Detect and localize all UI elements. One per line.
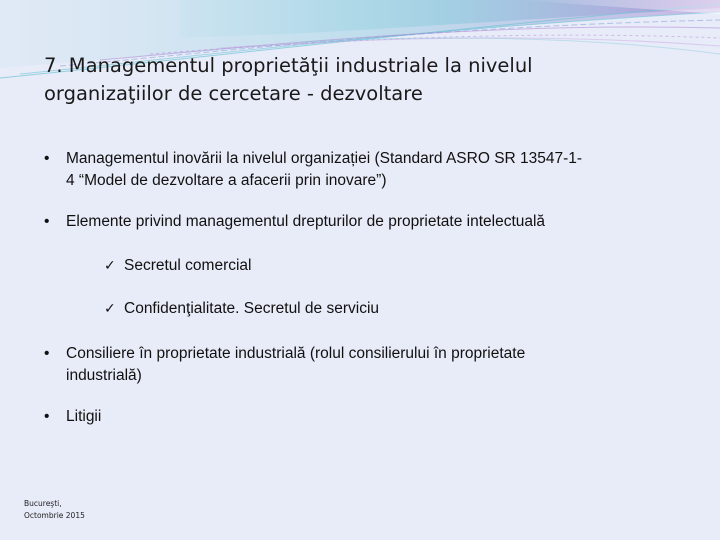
bullet-item-ip-rights [44,211,654,233]
bullet-text-line-1: Elemente privind managementul drepturilor de proprietate intelectuală [66,213,546,230]
sub-item-text: Confidenţialitate. Secretul de serviciu [124,300,380,317]
slide-title-line-2: organizaţiilor de cercetare - dezvoltare [44,82,423,105]
checkmark-icon: ✓ [104,301,116,317]
bullet-text-line-2: 4 “Model de dezvoltare a afacerii prin inovare”) [66,172,387,189]
bullet-text-line-1: Managementul inovării la nivelul organizației (Standard ASRO SR 13547-1- [66,150,583,167]
bullet-marker: • [44,150,50,167]
sub-item-text: Secretul comercial [124,257,252,274]
bullet-item-litigation [44,406,654,428]
sub-item-trade-secret [104,255,252,277]
footer-date-location [24,498,85,522]
footer-date: Octombrie 2015 [24,511,85,520]
bullet-item-innovation-management [44,148,654,192]
bullet-item-ip-counseling [44,343,654,387]
checkmark-icon: ✓ [104,258,116,274]
bullet-marker: • [44,408,50,425]
sub-item-confidentiality [104,298,379,320]
slide-title-line-1: 7. Managementul proprietăţii industriale la nivelul [44,54,533,77]
footer-location: Bucureşti, [24,499,62,508]
bullet-text-line-2: industrială) [66,367,142,384]
bullet-text-line-1: Litigii [66,408,102,425]
slide-title [44,52,684,108]
bullet-marker: • [44,345,50,362]
bullet-marker: • [44,213,50,230]
bullet-text-line-1: Consiliere în proprietate industrială (rolul consilierului în proprietate [66,345,526,362]
